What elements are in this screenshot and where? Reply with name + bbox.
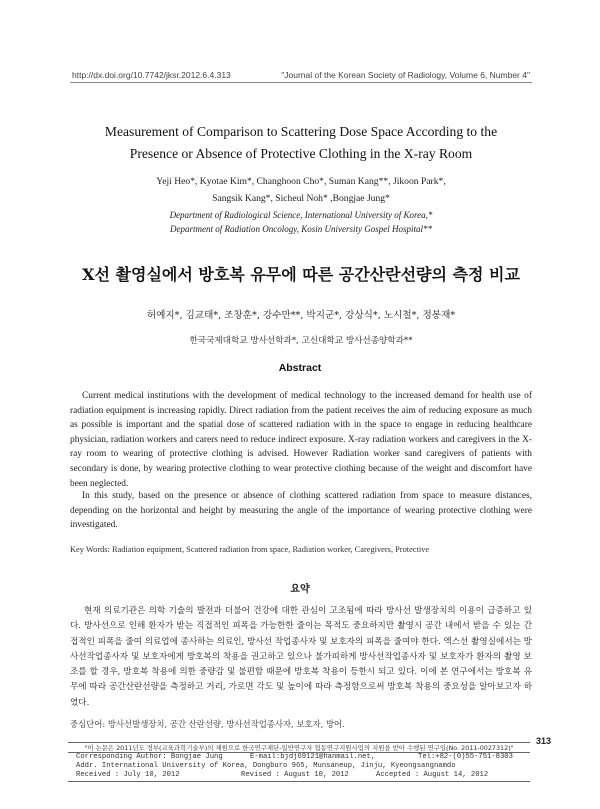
abstract-heading: Abstract: [278, 362, 322, 374]
affiliations: [70, 208, 532, 236]
footer: [68, 742, 530, 784]
keywords: Key Words: Radiation equipment, Scattered radiation from space, Radiation worker, Caregivers, Protective: [70, 545, 430, 554]
abstract-paragraph-2: In this study, based on the presence or absence of clothing scattered radiation from space to measure distances, depending on the horizontal and height by measuring the angle of the importance of wearing protective clothing were investigated.: [70, 491, 532, 531]
journal-citation: "Journal of the Korean Society of Radiology, Volume 6, Number 4": [281, 70, 530, 80]
abstract-paragraph-1: Current medical institutions with the development of medical technology to the increased demand for health use of radiation equipment is increasing rapidly. Direct radiation from the patient receives the aim of reducing exposure as much as possible is important and the spatial dose of scattered radiation with in the space to engage in reducing healthcare physician, radiation workers and carers need to reduce indirect exposure. X-ray radiation workers and caregivers in the X-ray room to wearing of protective clothing is advised. However Radiation worker sand caregivers of patients with secondary is done, by wearing protective clothing to wear protective clothing because of the weight and discomfort have been neglected.: [70, 391, 532, 489]
affiliation-line-1: Department of Radiological Science, International University of Korea,*: [169, 210, 433, 220]
corresponding-author: Corresponding Author: Bongjae Jung: [76, 753, 223, 761]
footer-bottom-divider: [68, 781, 530, 782]
english-title-line-1: Measurement of Comparison to Scattering Dose Space According to the: [104, 124, 498, 139]
address-line: Addr. International University of Korea, Dongburo 965, Munsaneup, Jinju, Kyeongsangnamdo: [76, 762, 456, 770]
funding-note: "이 논문은 2011년도 정부(교육과학기술부)의 재원으로 한국연구재단-일반연구자 협동연구지원사업의 지원을 받아 수행된 연구임(No. 2011-0027312)": [84, 744, 514, 752]
author-list: [70, 173, 532, 207]
email-address[interactable]: E-mail:bjdj69121@hanmail.net,: [250, 753, 376, 761]
author-line-2: Sangsik Kang*, Sicheul Noh* ,Bongjae Jung*: [212, 193, 390, 204]
correspondence-line: [76, 753, 526, 761]
header-divider: [70, 82, 532, 83]
korean-keywords: 중심단어: 방사선발생장치, 공간 산란선량, 방사선작업종사자, 보호자, 방어.: [70, 719, 345, 729]
dates-line: [76, 771, 526, 779]
korean-author-list: 허예지*, 김교태*, 조창훈*, 강수만**, 박지군*, 강상식*, 노시철*, 정봉재*: [146, 310, 456, 321]
english-title-line-2: Presence or Absence of Protective Clothing in the X-ray Room: [129, 146, 473, 161]
page-number: 313: [536, 736, 552, 746]
received-date: Received : July 10, 2012: [76, 771, 180, 779]
korean-abstract-heading: 요약: [290, 584, 310, 595]
korean-affiliations: 한국국제대학교 방사선학과*, 고신대학교 방사선종양학과**: [189, 336, 413, 346]
author-line-1: Yeji Heo*, Kyotae Kim*, Changhoon Cho*, Suman Kang**, Jikoon Park*,: [156, 176, 446, 187]
english-title: [70, 121, 532, 165]
accepted-date: Accepted : August 14, 2012: [376, 771, 489, 779]
telephone: Tel:+82-(0)55-751-8303: [418, 753, 513, 761]
affiliation-line-2: Department of Radiation Oncology, Kosin University Gospel Hospital**: [170, 224, 432, 234]
korean-title: X선 촬영실에서 방호복 유무에 따른 공간산란선량의 측정 비교: [82, 265, 520, 284]
revised-date: Revised : August 10, 2012: [241, 771, 349, 779]
korean-abstract-body: 현재 의료기관은 의학 기술의 발전과 더불어 건강에 대한 관심이 고조됨에 따라 방사선 발생장치의 이용이 급증하고 있다. 방사선으로 인해 환자가 받는 직접적인 피폭을 가능한한 줄이는 목적도 중요하지만 촬영시 공간 내에서 받을 수 있는 간접적인 피폭을 줄여 의료업에 종사하는 의료인, 방사선 작업종사자 및 보호자의 피폭을 줄여야 한다. 엑스선 촬영실에서는 방사선작업종사자 및 보호자에게 방호복의 착용을 권고하고 있으나 불가피하게 방사선작업종사자 및 보호자가 환자의 촬영 보조를 할 경우, 방호복 착용에 의한 중량감 및 불편함 때문에 방호복 착용이 등한시 되고 있다. 이에 본 연구에서는 방호복 유무에 따라 공간산란선량을 측정하고 거리, 가로면 각도 및 높이에 따라 측정함으로써 방호복 착용의 중요성을 알아보고자 하였다.: [70, 606, 532, 708]
doi-link[interactable]: http://dx.doi.org/10.7742/jksr.2012.6.4.313: [72, 70, 231, 80]
